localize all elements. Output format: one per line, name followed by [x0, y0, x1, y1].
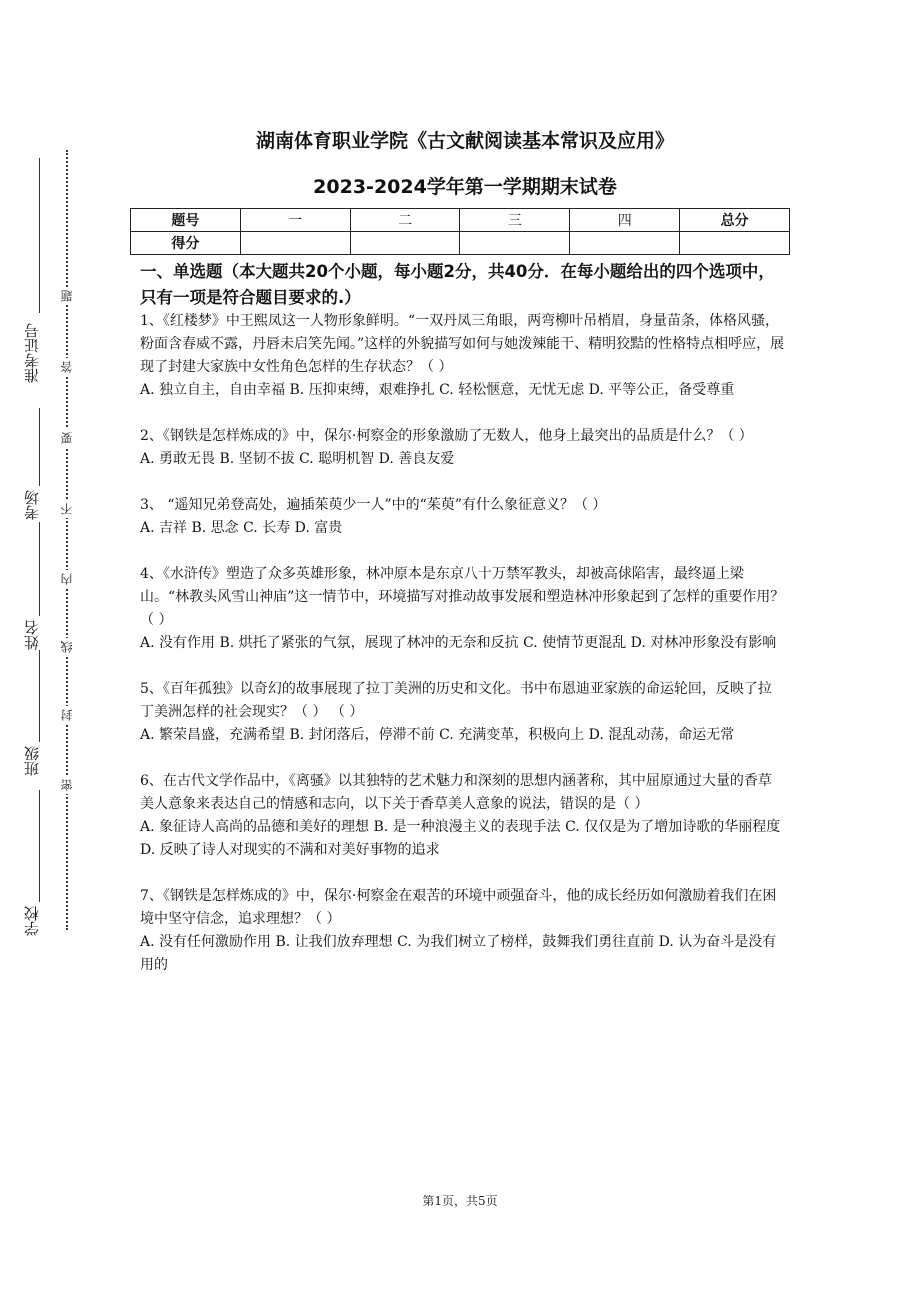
question-item	[140, 770, 785, 862]
score-header-cell: 总分	[680, 209, 790, 232]
question-list	[140, 310, 785, 977]
question-stem: 4、《水浒传》塑造了众多英雄形象，林冲原本是东京八十万禁军教头，却被高俅陷害，最终逼上梁山。“林教头风雪山神庙”这一情节中，环境描写对推动故事发展和塑造林冲形象起到了怎样的重要作用？（ ）	[140, 566, 785, 628]
seal-dotted-line	[66, 150, 68, 930]
exam-number-label: 准考证号	[23, 323, 41, 383]
exam-number-line	[39, 158, 40, 313]
seal-char-mi: 密	[59, 776, 75, 794]
score-header-cell: 题号	[131, 209, 241, 232]
score-cell[interactable]	[460, 232, 570, 255]
question-options: A. 象征诗人高尚的品德和美好的理想 B. 是一种浪漫主义的表现手法 C. 仅仅是为了增加诗歌的华丽程度 D. 反映了诗人对现实的不满和对美好事物的追求	[140, 819, 781, 858]
name-label: 姓名	[23, 620, 41, 650]
question-options: A. 吉祥 B. 思念 C. 长寿 D. 富贵	[140, 520, 343, 536]
question-item	[140, 885, 785, 977]
exam-title: 湖南体育职业学院《古文献阅读基本常识及应用》	[255, 130, 674, 152]
school-label: 学校	[23, 906, 41, 936]
question-options: A. 独立自主，自由幸福 B. 压抑束缚，艰难挣扎 C. 轻松惬意，无忧无虑 D. 平等公正，备受尊重	[140, 382, 735, 398]
exam-room-label: 考场	[23, 490, 41, 520]
score-cell[interactable]	[680, 232, 790, 255]
seal-char-nei: 内	[59, 570, 75, 588]
seal-char-xian: 线	[59, 638, 75, 656]
seal-char-da: 答	[59, 358, 75, 376]
question-stem: 5、《百年孤独》以奇幻的故事展现了拉丁美洲的历史和文化。书中布恩迪亚家族的命运轮回，反映了拉丁美洲怎样的社会现实？（ ） （ ）	[140, 681, 772, 720]
section-heading: 一、单选题（本大题共20个小题，每小题2分，共40分．在每小题给出的四个选项中，只有一项是符合题目要求的.）	[140, 262, 775, 307]
exam-subtitle: 2023-2024学年第一学期期末试卷	[313, 176, 617, 198]
score-table-header-row	[131, 209, 790, 232]
seal-char-bu: 不	[59, 500, 75, 518]
score-cell[interactable]	[240, 232, 350, 255]
exam-room-line	[39, 408, 40, 486]
class-label: 班级	[23, 746, 41, 776]
question-item	[140, 310, 785, 402]
question-stem: 7、《钢铁是怎样炼成的》中，保尔·柯察金在艰苦的环境中顽强奋斗，他的成长经历如何激励着我们在困境中坚守信念，追求理想？（ ）	[140, 888, 777, 927]
score-header-cell: 四	[570, 209, 680, 232]
question-stem: 2、《钢铁是怎样炼成的》中，保尔·柯察金的形象激励了无数人，他身上最突出的品质是什么？（ ）	[140, 428, 753, 444]
class-line	[39, 650, 40, 742]
question-stem: 3、 “遥知兄弟登高处，遍插茱萸少一人”中的“茱萸”有什么象征意义？（ ）	[140, 497, 607, 513]
question-item	[140, 563, 785, 655]
seal-char-yao: 要	[59, 429, 75, 447]
question-item	[140, 678, 785, 747]
page-footer: 第1页，共5页	[422, 1194, 498, 1208]
school-line	[39, 790, 40, 902]
score-header-cell: 一	[240, 209, 350, 232]
name-line	[39, 522, 40, 616]
seal-char-feng: 封	[59, 706, 75, 724]
question-options: A. 繁荣昌盛，充满希望 B. 封闭落后，停滞不前 C. 充满变革，积极向上 D. 混乱动荡，命运无常	[140, 727, 735, 743]
question-options: A. 没有任何激励作用 B. 让我们放弃理想 C. 为我们树立了榜样，鼓舞我们勇往直前 D. 认为奋斗是没有用的	[140, 934, 777, 973]
question-stem: 6、在古代文学作品中，《离骚》以其独特的艺术魅力和深刻的思想内涵著称，其中屈原通过大量的香草美人意象来表达自己的情感和志向，以下关于香草美人意象的说法，错误的是（ ）	[140, 773, 772, 812]
question-item	[140, 494, 785, 540]
question-options: A. 没有作用 B. 烘托了紧张的气氛，展现了林冲的无奈和反抗 C. 使情节更混乱 D. 对林冲形象没有影响	[140, 635, 777, 651]
score-header-cell: 三	[460, 209, 570, 232]
question-item	[140, 425, 785, 471]
seal-char-ti: 题	[59, 287, 75, 305]
score-cell[interactable]	[570, 232, 680, 255]
score-table-score-row	[131, 232, 790, 255]
score-table	[130, 208, 790, 255]
question-stem: 1、《红楼梦》中王熙凤这一人物形象鲜明。“一双丹凤三角眼，两弯柳叶吊梢眉，身量苗条，体格风骚，粉面含春威不露，丹唇未启笑先闻。”这样的外貌描写如何与她泼辣能干、精明狡黠的性格特点相呼应，展现了封建大家族中女性角色怎样的生存状态？（ ）	[140, 313, 785, 375]
score-row-label: 得分	[131, 232, 241, 255]
question-options: A. 勇敢无畏 B. 坚韧不拔 C. 聪明机智 D. 善良友爱	[140, 451, 455, 467]
score-cell[interactable]	[350, 232, 460, 255]
score-header-cell: 二	[350, 209, 460, 232]
